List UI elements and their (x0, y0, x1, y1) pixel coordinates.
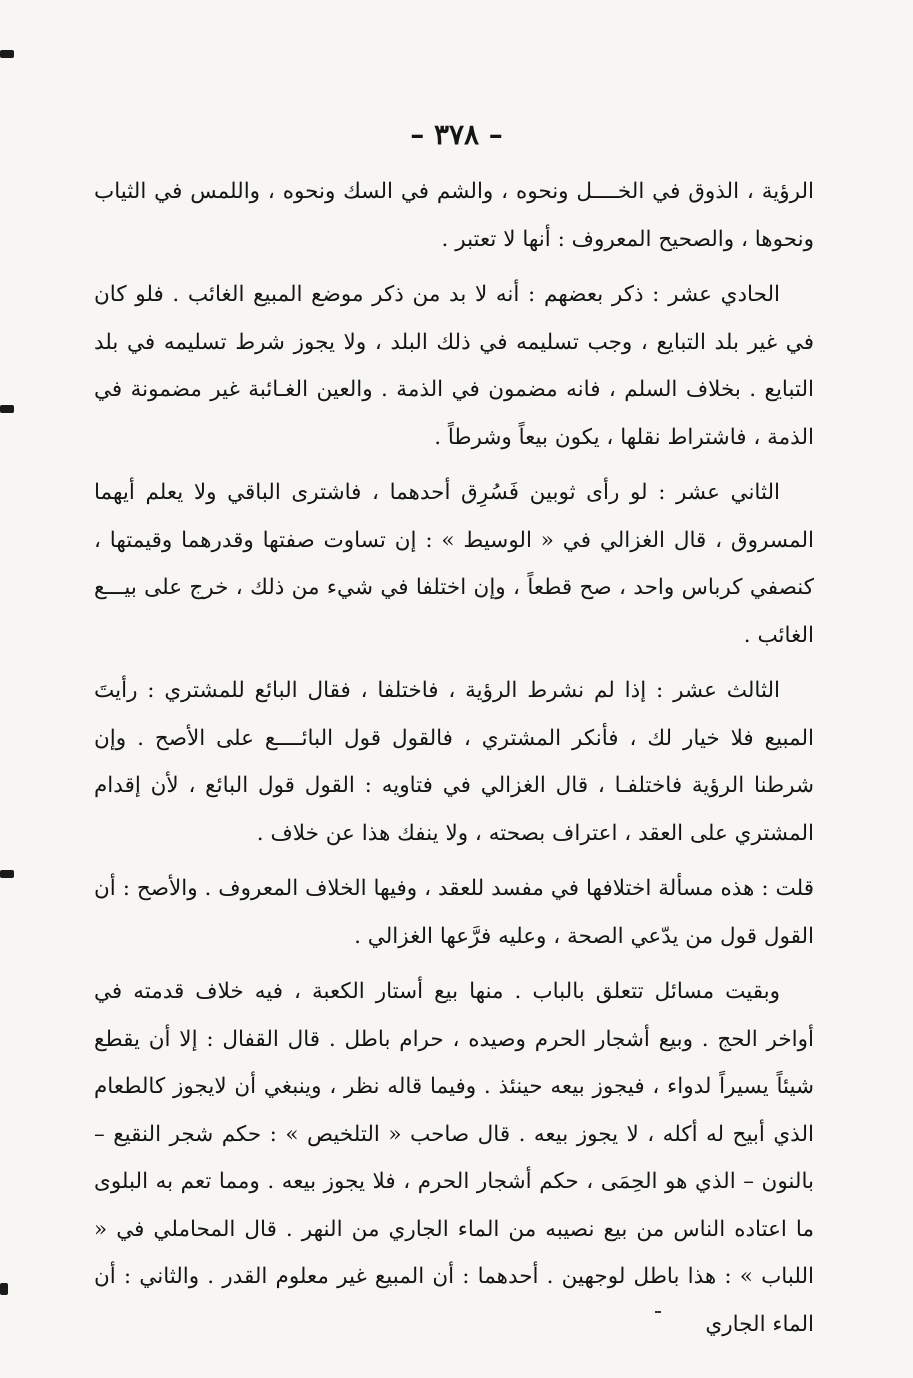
body-text (94, 168, 814, 1348)
paragraph-comment: قلت : هذه مسألة اختلافها في مفسد للعقد ، وفيها الخلاف المعروف . والأصح : أن القول قول من يدّعي الصحة ، وعليه فرَّعها الغزالي . (94, 876, 814, 949)
scan-speck (655, 1311, 661, 1313)
paragraph-remaining-issues: وبقيت مسائل تتعلق بالباب . منها بيع أستار الكعبة ، فيه خلاف قدمته في أواخر الحج . وبيع أشجار الحرم وصيده ، حرام باطل . قال القفال : إلا أن يقطع شيئاً يسيراً لدواء ، فيجوز بيعه حينئذ . وفيما قاله نظر ، وينبغي أن لايجوز كالطعام الذي أبيح له أكله ، لا يجوز بيعه . قال صاحب « التلخيص » : حكم شجر النقيع – بالنون – الذي هو الحِمَى ، حكم أشجار الحرم ، فلا يجوز بيعه . ومما تعم به البلوى ما اعتاده الناس من بيع نصيبه من الماء الجاري من النهر . قال المحاملي في « اللباب » : هذا باطل لوجهين . أحدهما : أن المبيع غير معلوم القدر . والثاني : أن الماء الجاري (94, 979, 814, 1337)
margin-mark (0, 50, 14, 58)
margin-mark (0, 870, 14, 878)
paragraph-eleventh: الحادي عشر : ذكر بعضهم : أنه لا بد من ذكر موضع المبيع الغائب . فلو كان في غير بلد التبايع ، وجب تسليمه في ذلك البلد ، ولا يجوز شرط تسليمه في بلد التبايع . بخلاف السلم ، فانه مضمون في الذمة . والعين الغـائبة غير مضمونة في الذمة ، فاشتراط نقلها ، يكون بيعاً وشرطاً . (94, 282, 814, 450)
page-number: – ٣٧٨ – (410, 118, 503, 151)
margin-mark (0, 405, 14, 413)
paragraph-twelfth: الثاني عشر : لو رأى ثوبين فَسُرِق أحدهما ، فاشترى الباقي ولا يعلم أيهما المسروق ، قال الغزالي في « الوسيط » : إن تساوت صفتها وقدرهما وقيمتها ، كنصفي كرباس واحد ، صح قطعاً ، وإن اختلفا في شيء من ذلك ، خرج على بيـــع الغائب . (94, 480, 814, 648)
paragraph-continuation: الرؤية ، الذوق في الخــــل ونحوه ، والشم في السك ونحوه ، واللمس في الثياب ونحوها ، والصحيح المعروف : أنها لا تعتبر . (94, 179, 814, 252)
margin-mark (0, 1283, 8, 1295)
paragraph-thirteenth: الثالث عشر : إذا لم نشرط الرؤية ، فاختلفا ، فقال البائع للمشتري : رأيتَ المبيع فلا خيار لك ، فأنكر المشتري ، فالقول قول البائــــع على الأصح . وإن شرطنا الرؤية فاختلفـا ، قال الغزالي في فتاويه : القول قول البائع ، لأن إقدام المشتري على العقد ، اعتراف بصحته ، ولا ينفك هذا عن خلاف . (94, 678, 814, 846)
